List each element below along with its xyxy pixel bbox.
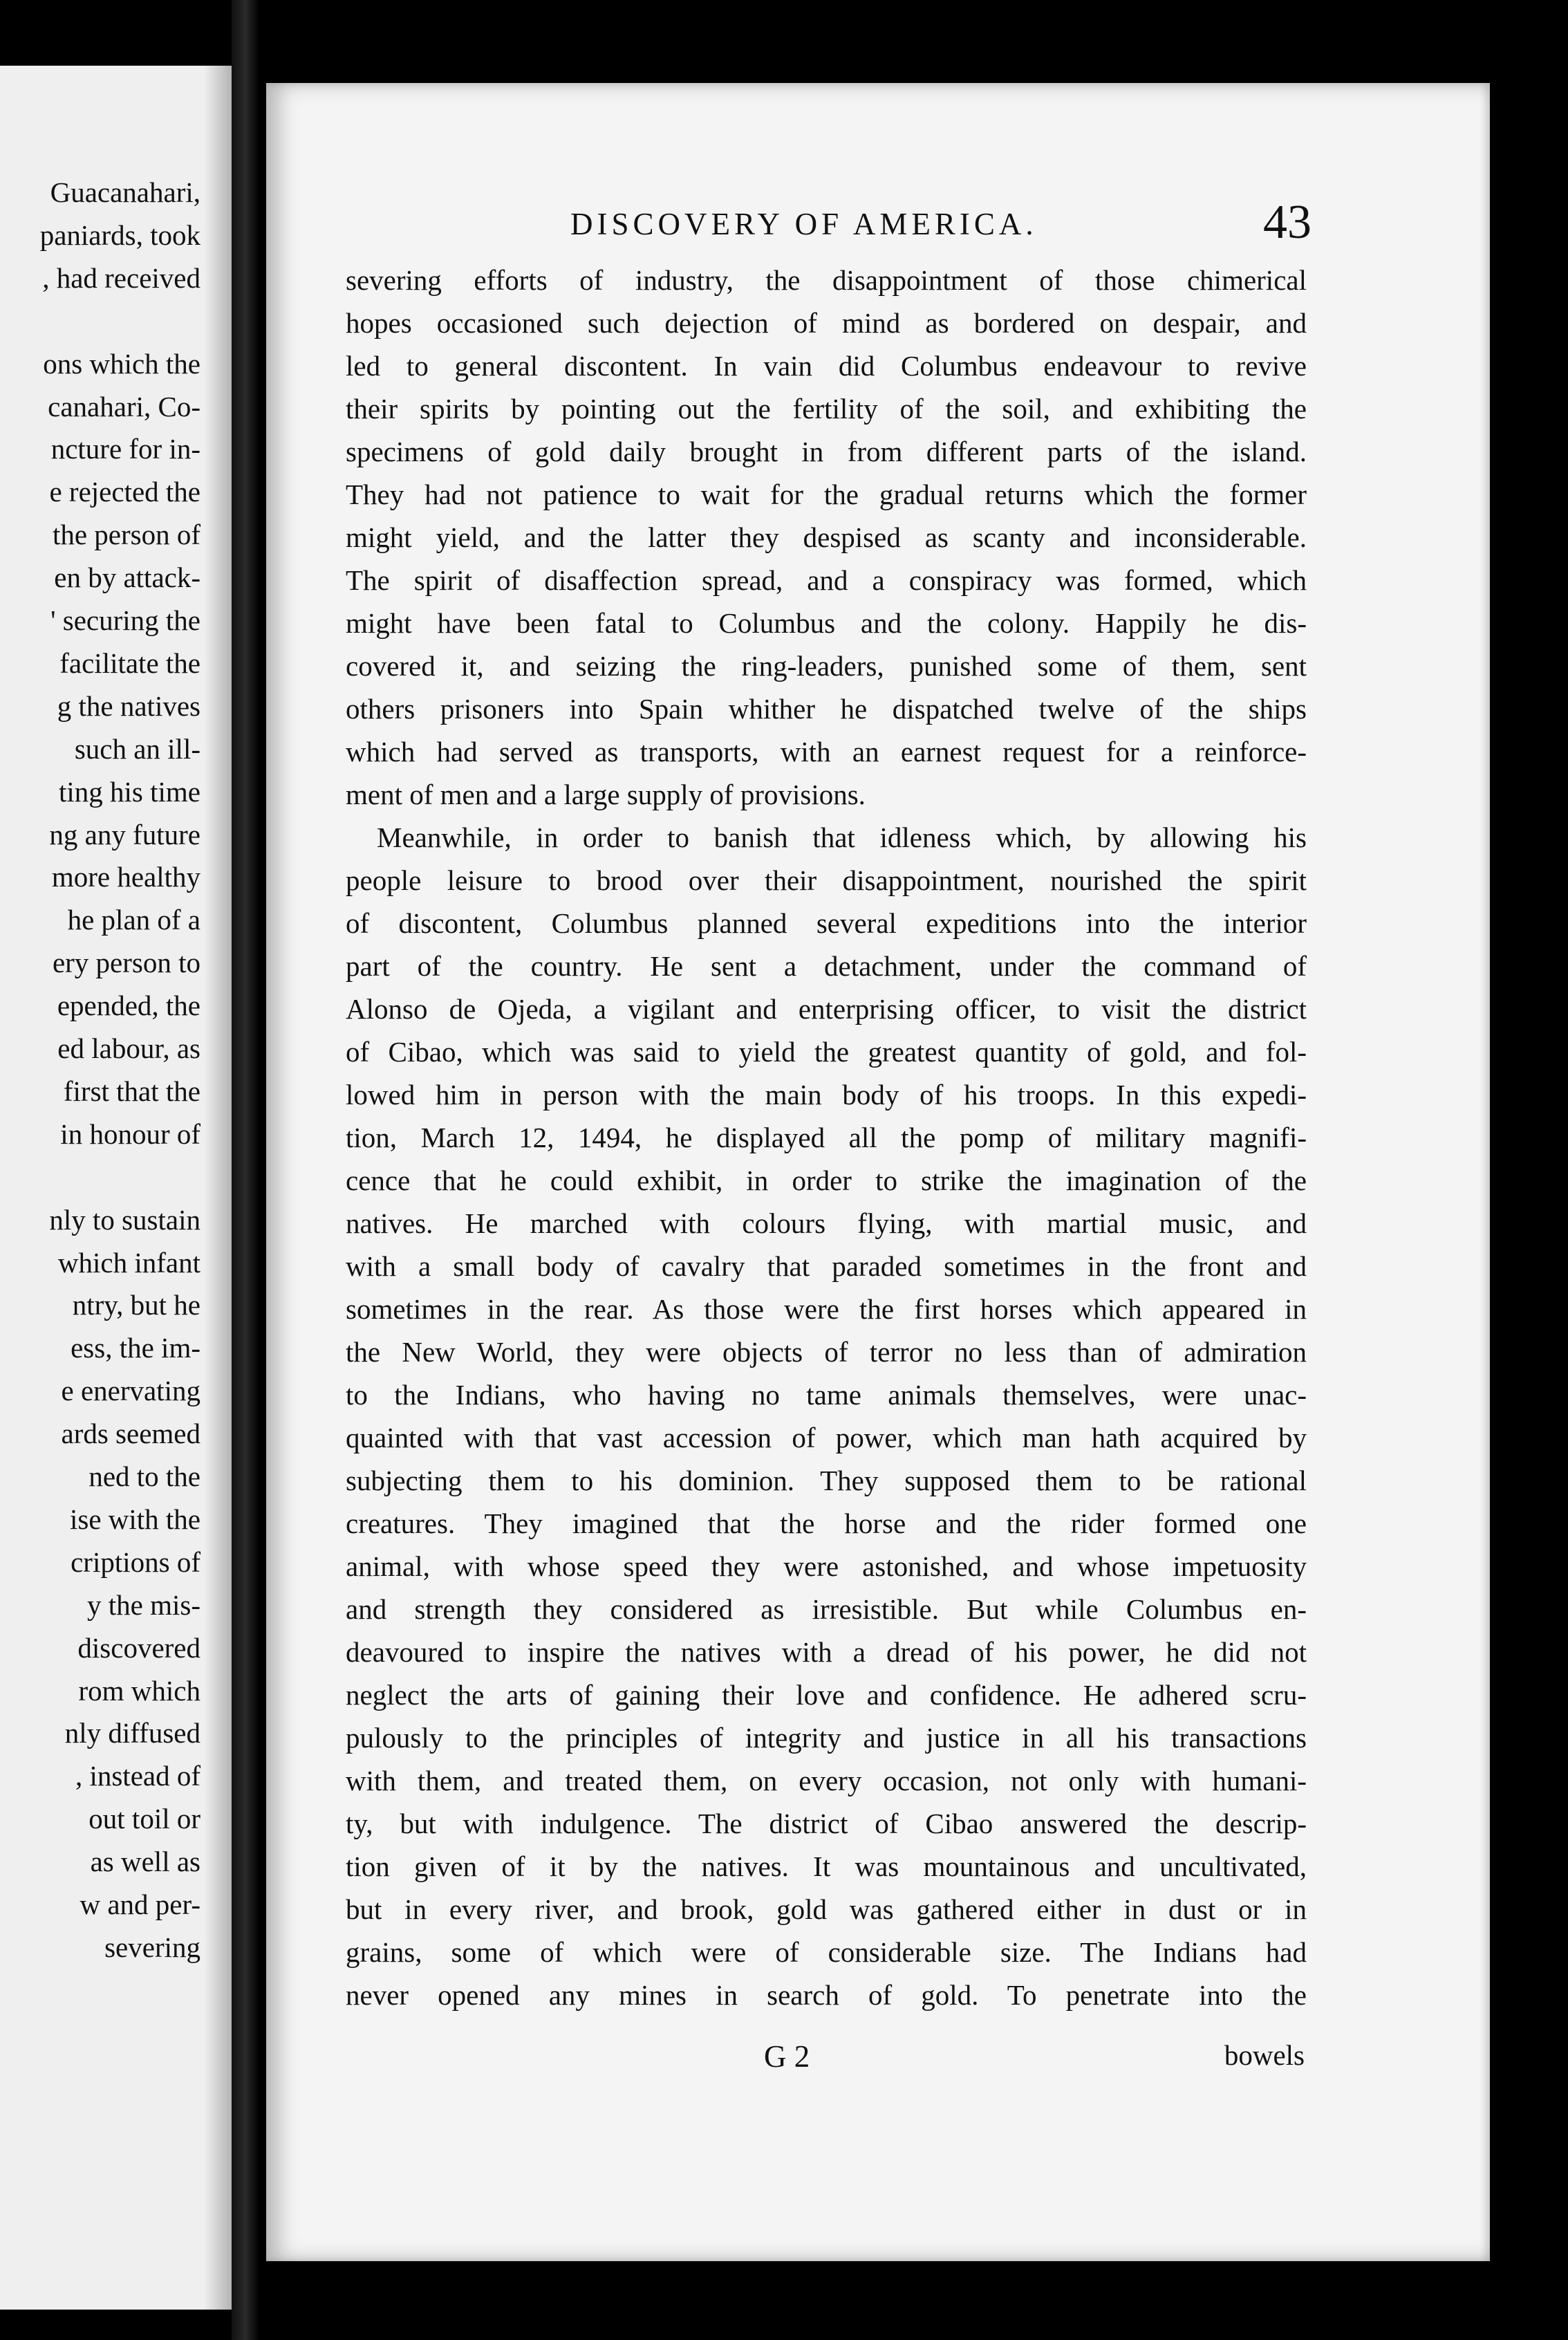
left-page-line: ise with the (69, 1503, 200, 1535)
body-line: tion, March 12, 1494, he displayed all the pomp of military magnifi- (346, 1122, 1307, 1153)
left-page-line: discovered (77, 1631, 200, 1664)
body-line: neglect the arts of gaining their love and confidence. He adhered scru- (346, 1679, 1307, 1711)
body-line: hopes occasioned such dejection of mind as bordered on despair, and (346, 307, 1307, 339)
left-page-line: ' securing the (50, 604, 200, 636)
left-page-line: facilitate the (59, 647, 200, 679)
left-page-line: paniards, took (39, 219, 200, 251)
body-line: with them, and treated them, on every occasion, not only with humani- (346, 1765, 1307, 1796)
body-line: of Cibao, which was said to yield the greatest quantity of gold, and fol- (346, 1036, 1307, 1068)
body-line: of discontent, Columbus planned several expeditions into the interior (346, 907, 1307, 939)
left-page-line: en by attack- (54, 561, 200, 594)
body-line: people leisure to brood over their disappointment, nourished the spirit (346, 864, 1307, 896)
left-page-line: e enervating (61, 1375, 200, 1407)
body-line: might yield, and the latter they despised as scanty and inconsiderable. (346, 521, 1307, 553)
left-page-line: ess, the im- (71, 1332, 200, 1364)
left-page-line: first that the (63, 1075, 200, 1107)
left-page-line: criptions of (71, 1545, 200, 1578)
signature-mark: G 2 (764, 2039, 810, 2074)
body-line: led to general discontent. In vain did Columbus endeavour to revive (346, 350, 1307, 382)
body-line: might have been fatal to Columbus and the colony. Happily he dis- (346, 607, 1307, 639)
left-page-line: , had received (42, 261, 200, 294)
left-page-line: Guacanahari, (50, 176, 200, 208)
body-line: their spirits by pointing out the fertility of the soil, and exhibiting the (346, 393, 1307, 425)
body-line: Meanwhile, in order to banish that idleness which, by allowing his (377, 821, 1307, 853)
body-line: part of the country. He sent a detachment, under the command of (346, 950, 1307, 982)
left-page-line: ting his time (59, 775, 200, 808)
body-line: natives. He marched with colours flying, with martial music, and (346, 1207, 1307, 1239)
body-line: They had not patience to wait for the gradual returns which the former (346, 479, 1307, 510)
left-page-line: ncture for in- (50, 433, 200, 465)
book-gutter (232, 0, 259, 2340)
left-page-line: canahari, Co- (48, 390, 200, 423)
left-page-line: nly diffused (64, 1717, 200, 1749)
body-line: never opened any mines in search of gold. To penetrate into the (346, 1979, 1307, 2011)
body-line: others prisoners into Spain whither he dispatched twelve of the ships (346, 693, 1307, 725)
body-line: to the Indians, who having no tame animals themselves, were unac- (346, 1379, 1307, 1411)
page-number: 43 (1263, 196, 1312, 249)
left-page-line: ed labour, as (57, 1032, 200, 1064)
left-page-line: out toil or (88, 1803, 200, 1835)
left-page-line: ery person to (52, 947, 200, 979)
left-page-line: severing (104, 1931, 200, 1963)
left-page-line: which infant (57, 1246, 200, 1279)
left-page-line: epended, the (57, 990, 200, 1022)
body-line: deavoured to inspire the natives with a dread of his power, he did not (346, 1636, 1307, 1668)
body-line: severing efforts of industry, the disappointment of those chimerical (346, 264, 1307, 296)
left-page-line: e rejected the (49, 476, 200, 508)
left-page-shadow (204, 66, 232, 2310)
body-line: specimens of gold daily brought in from different parts of the island. (346, 436, 1307, 467)
left-page-line: as well as (90, 1846, 200, 1878)
left-page-line: in honour of (60, 1117, 200, 1150)
body-line: animal, with whose speed they were astonished, and whose impetuosity (346, 1550, 1307, 1582)
body-line: sometimes in the rear. As those were the first horses which appeared in (346, 1293, 1307, 1325)
body-line: ment of men and a large supply of provisions. (346, 779, 866, 810)
left-page (0, 66, 232, 2310)
left-page-line: nly to sustain (49, 1203, 200, 1236)
left-page-line: ons which the (43, 347, 200, 380)
body-line: covered it, and seizing the ring-leaders, punished some of them, sent (346, 650, 1307, 682)
left-page-line: ng any future (49, 818, 200, 851)
left-page-line: w and per- (80, 1888, 200, 1920)
left-page-line: g the natives (57, 689, 200, 722)
catchword: bowels (1224, 2039, 1305, 2071)
body-line: quainted with that vast accession of power, which man hath acquired by (346, 1422, 1307, 1454)
running-head: DISCOVERY OF AMERICA. (570, 207, 1038, 241)
body-line: with a small body of cavalry that paraded sometimes in the front and (346, 1250, 1307, 1282)
body-line: subjecting them to his dominion. They supposed them to be rational (346, 1465, 1307, 1496)
body-line: creatures. They imagined that the horse and the rider formed one (346, 1507, 1307, 1539)
left-page-line: ntry, but he (72, 1289, 200, 1321)
body-line: and strength they considered as irresistible. But while Columbus en- (346, 1593, 1307, 1625)
left-page-line: such an ill- (74, 732, 200, 765)
left-page-line: , instead of (75, 1760, 200, 1792)
body-line: the New World, they were objects of terror no less than of admiration (346, 1336, 1307, 1368)
left-page-line: he plan of a (67, 904, 200, 936)
body-line: ty, but with indulgence. The district of Cibao answered the descrip- (346, 1808, 1307, 1839)
left-page-line: rom which (78, 1674, 200, 1707)
left-page-line: y the mis- (87, 1588, 200, 1621)
body-line: tion given of it by the natives. It was mountainous and uncultivated, (346, 1850, 1307, 1882)
left-page-line: more healthy (51, 861, 200, 893)
body-line: but in every river, and brook, gold was gathered either in dust or in (346, 1893, 1307, 1925)
left-page-line: ned to the (88, 1460, 200, 1492)
body-line: The spirit of disaffection spread, and a conspiracy was formed, which (346, 564, 1307, 596)
body-line: Alonso de Ojeda, a vigilant and enterprising officer, to visit the district (346, 993, 1307, 1025)
body-line: cence that he could exhibit, in order to strike the imagination of the (346, 1164, 1307, 1196)
body-line: lowed him in person with the main body of his troops. In this expedi- (346, 1079, 1307, 1111)
left-page-line: the person of (52, 519, 200, 551)
left-page-line: ards seemed (61, 1418, 200, 1450)
body-line: grains, some of which were of considerable size. The Indians had (346, 1936, 1307, 1968)
body-line: which had served as transports, with an earnest request for a reinforce- (346, 736, 1307, 768)
body-line: pulously to the principles of integrity and justice in all his transactions (346, 1722, 1307, 1754)
right-page (266, 83, 1490, 2261)
